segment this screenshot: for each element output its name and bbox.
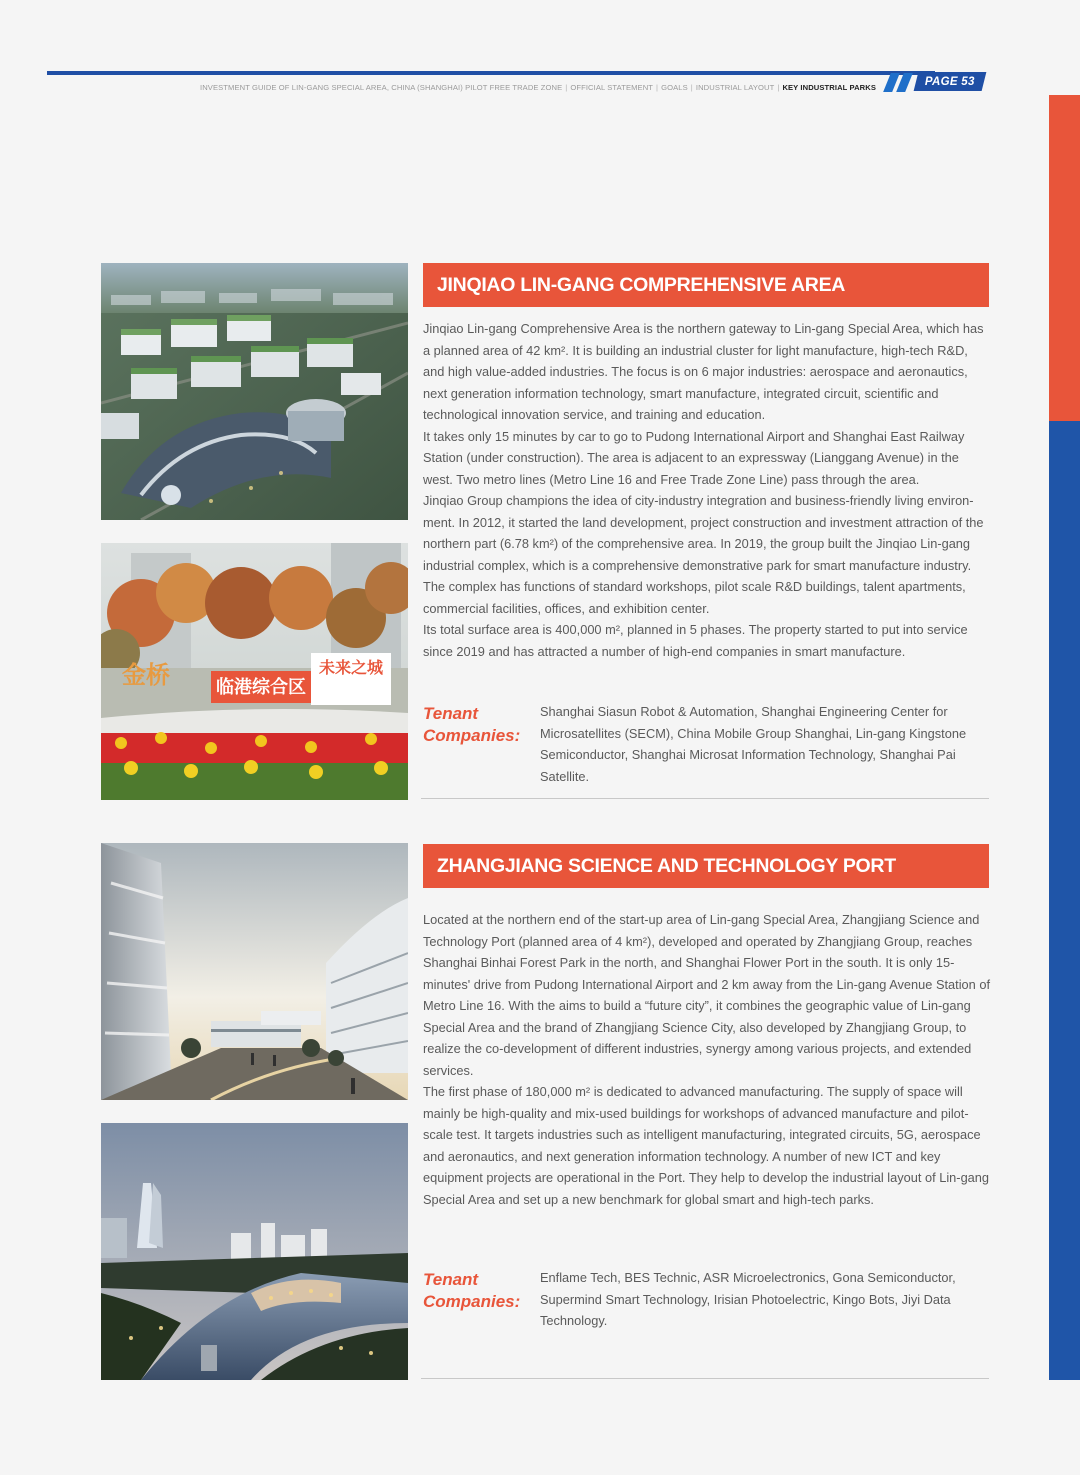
- paragraph: Its total surface area is 400,000 m², planned in 5 phases. The property started to put into service since 2019 and has attracted a number of high-end companies in smart manufacture.: [423, 622, 968, 659]
- section-divider: [421, 798, 989, 799]
- sign-text: 未来之城: [318, 658, 384, 677]
- side-bar-blue: [1049, 421, 1080, 1380]
- breadcrumb-current: KEY INDUSTRIAL PARKS: [782, 83, 876, 92]
- photo-zhangjiang-river: [101, 1123, 408, 1380]
- paragraph: Jinqiao Group champions the idea of city-industry integration and business-friendly living environ-ment. In 2012, it started the land development, project construction and investment attraction of the northern part (6.78 km²) of the comprehensive area. In 2019, the group built the Jinqiao Lin-gang industrial complex, which is a comprehensive demonstrative park for smart manufacture industry. The complex has functions of standard workshops, pilot scale R&D buildings, talent apartments, commercial facilities, offices, and exhibition center.: [423, 493, 984, 616]
- section-title: JINQIAO LIN-GANG COMPREHENSIVE AREA: [437, 273, 846, 296]
- side-bar-orange: [1049, 95, 1080, 421]
- tenant-label-line: Tenant: [423, 1270, 479, 1289]
- tenant-list: Shanghai Siasun Robot & Automation, Shanghai Engineering Center for Microsatellites (SECM), China Mobile Group Shanghai, Lin-gang Kingstone Semiconductor, Shanghai Microsat Information Technology, Shanghai Pai Satellite.: [540, 704, 967, 784]
- paragraph: It takes only 15 minutes by car to go to Pudong International Airport and Shanghai East Railway Station (under construction). The area is adjacent to an expressway (Lianggang Avenue) in the west. Two metro lines (Metro Line 16 and Free Trade Zone Line) pass through the area.: [423, 428, 965, 487]
- riverside-illustration: [101, 1123, 408, 1380]
- park-entrance-illustration: [101, 543, 408, 800]
- page-number-tag: [914, 72, 987, 91]
- section-title-bar: [423, 844, 989, 888]
- photo-zhangjiang-campus: [101, 843, 408, 1100]
- tenant-label: [423, 1269, 535, 1313]
- page-number: PAGE 53: [925, 75, 975, 88]
- tenant-label: [423, 703, 535, 747]
- paragraph: Located at the northern end of the start-up area of Lin-gang Special Area, Zhangjiang Science and Technology Port (planned area of 4 km²), developed and operated by Zhangjiang Group, reaches Shanghai Binhai Forest Park in the north, and Shanghai Flower Port in the south. It is only 15-minutes' drive from Pudong International Airport and 2 km away from the Lin-gang Avenue Station of Metro Line 16. With the aims to build a “future city”, it combines the geographic value of Lin-gang Special Area and the brand of Zhangjiang Science City, also developed by Zhangjiang Group, to realize the co-development of different industries, synergy among various projects, and extended services.: [423, 912, 991, 1078]
- section-divider: [421, 1378, 989, 1379]
- campus-illustration: [101, 843, 408, 1100]
- paragraph: The first phase of 180,000 m² is dedicated to advanced manufacturing. The supply of space will mainly be high-quality and mix-used buildings for workshops of advanced manufacture and pilot-scale test. It targets industries such as intelligent manufacturing, integrated circuits, 5G, aerospace and aeronautics, and next generation information technology. A number of new ICT and key equipment projects are operational in the Port. They help to develop the industrial layout of Lin-gang Special Area and set up a new benchmark for global smart and high-tech parks.: [423, 1084, 990, 1207]
- section-title-bar: [423, 263, 989, 307]
- paragraph: Jinqiao Lin-gang Comprehensive Area is the northern gateway to Lin-gang Special Area, which has a planned area of 42 km². It is building an industrial cluster for light manufacture, high-tech R&D, and high value-added industries. The focus is on 6 major industries: aerospace and aeronautics, next generation information technology, smart manufacture, integrated circuit, scientific and technological innovation service, and training and education.: [423, 321, 984, 422]
- breadcrumb: INVESTMENT GUIDE OF LIN-GANG SPECIAL AREA, CHINA (SHANGHAI) PILOT FREE TRADE ZONE | OFFICIAL STATEMENT | GOALS | INDUSTRIAL LAYOUT | KEY INDUSTRIAL PARKS: [200, 83, 876, 92]
- tenant-label-line: Companies:: [423, 1292, 521, 1311]
- tenant-label-line: Tenant: [423, 704, 479, 723]
- tenant-label-line: Companies:: [423, 726, 521, 745]
- breadcrumb-item[interactable]: INDUSTRIAL LAYOUT: [695, 83, 775, 92]
- section-body: [423, 318, 991, 662]
- breadcrumb-item[interactable]: INVESTMENT GUIDE OF LIN-GANG SPECIAL AREA, CHINA (SHANGHAI) PILOT FREE TRADE ZONE: [200, 83, 563, 92]
- photo-jinqiao-sign: [101, 543, 408, 800]
- sign-text: 临港综合区: [216, 677, 306, 698]
- breadcrumb-item[interactable]: GOALS: [661, 83, 688, 92]
- aerial-park-illustration: [101, 263, 408, 520]
- header-rule: [47, 71, 935, 75]
- breadcrumb-item[interactable]: OFFICIAL STATEMENT: [570, 83, 654, 92]
- section-title: ZHANGJIANG SCIENCE AND TECHNOLOGY PORT: [437, 854, 896, 877]
- section-body: [423, 909, 991, 1210]
- tenant-list: Enflame Tech, BES Technic, ASR Microelectronics, Gona Semiconductor, Supermind Smart Technology, Irisian Photoelectric, Kingo Bots, Jiyi Data Technology.: [540, 1270, 956, 1328]
- photo-jinqiao-aerial: [101, 263, 408, 520]
- sign-text: 金桥: [122, 660, 170, 689]
